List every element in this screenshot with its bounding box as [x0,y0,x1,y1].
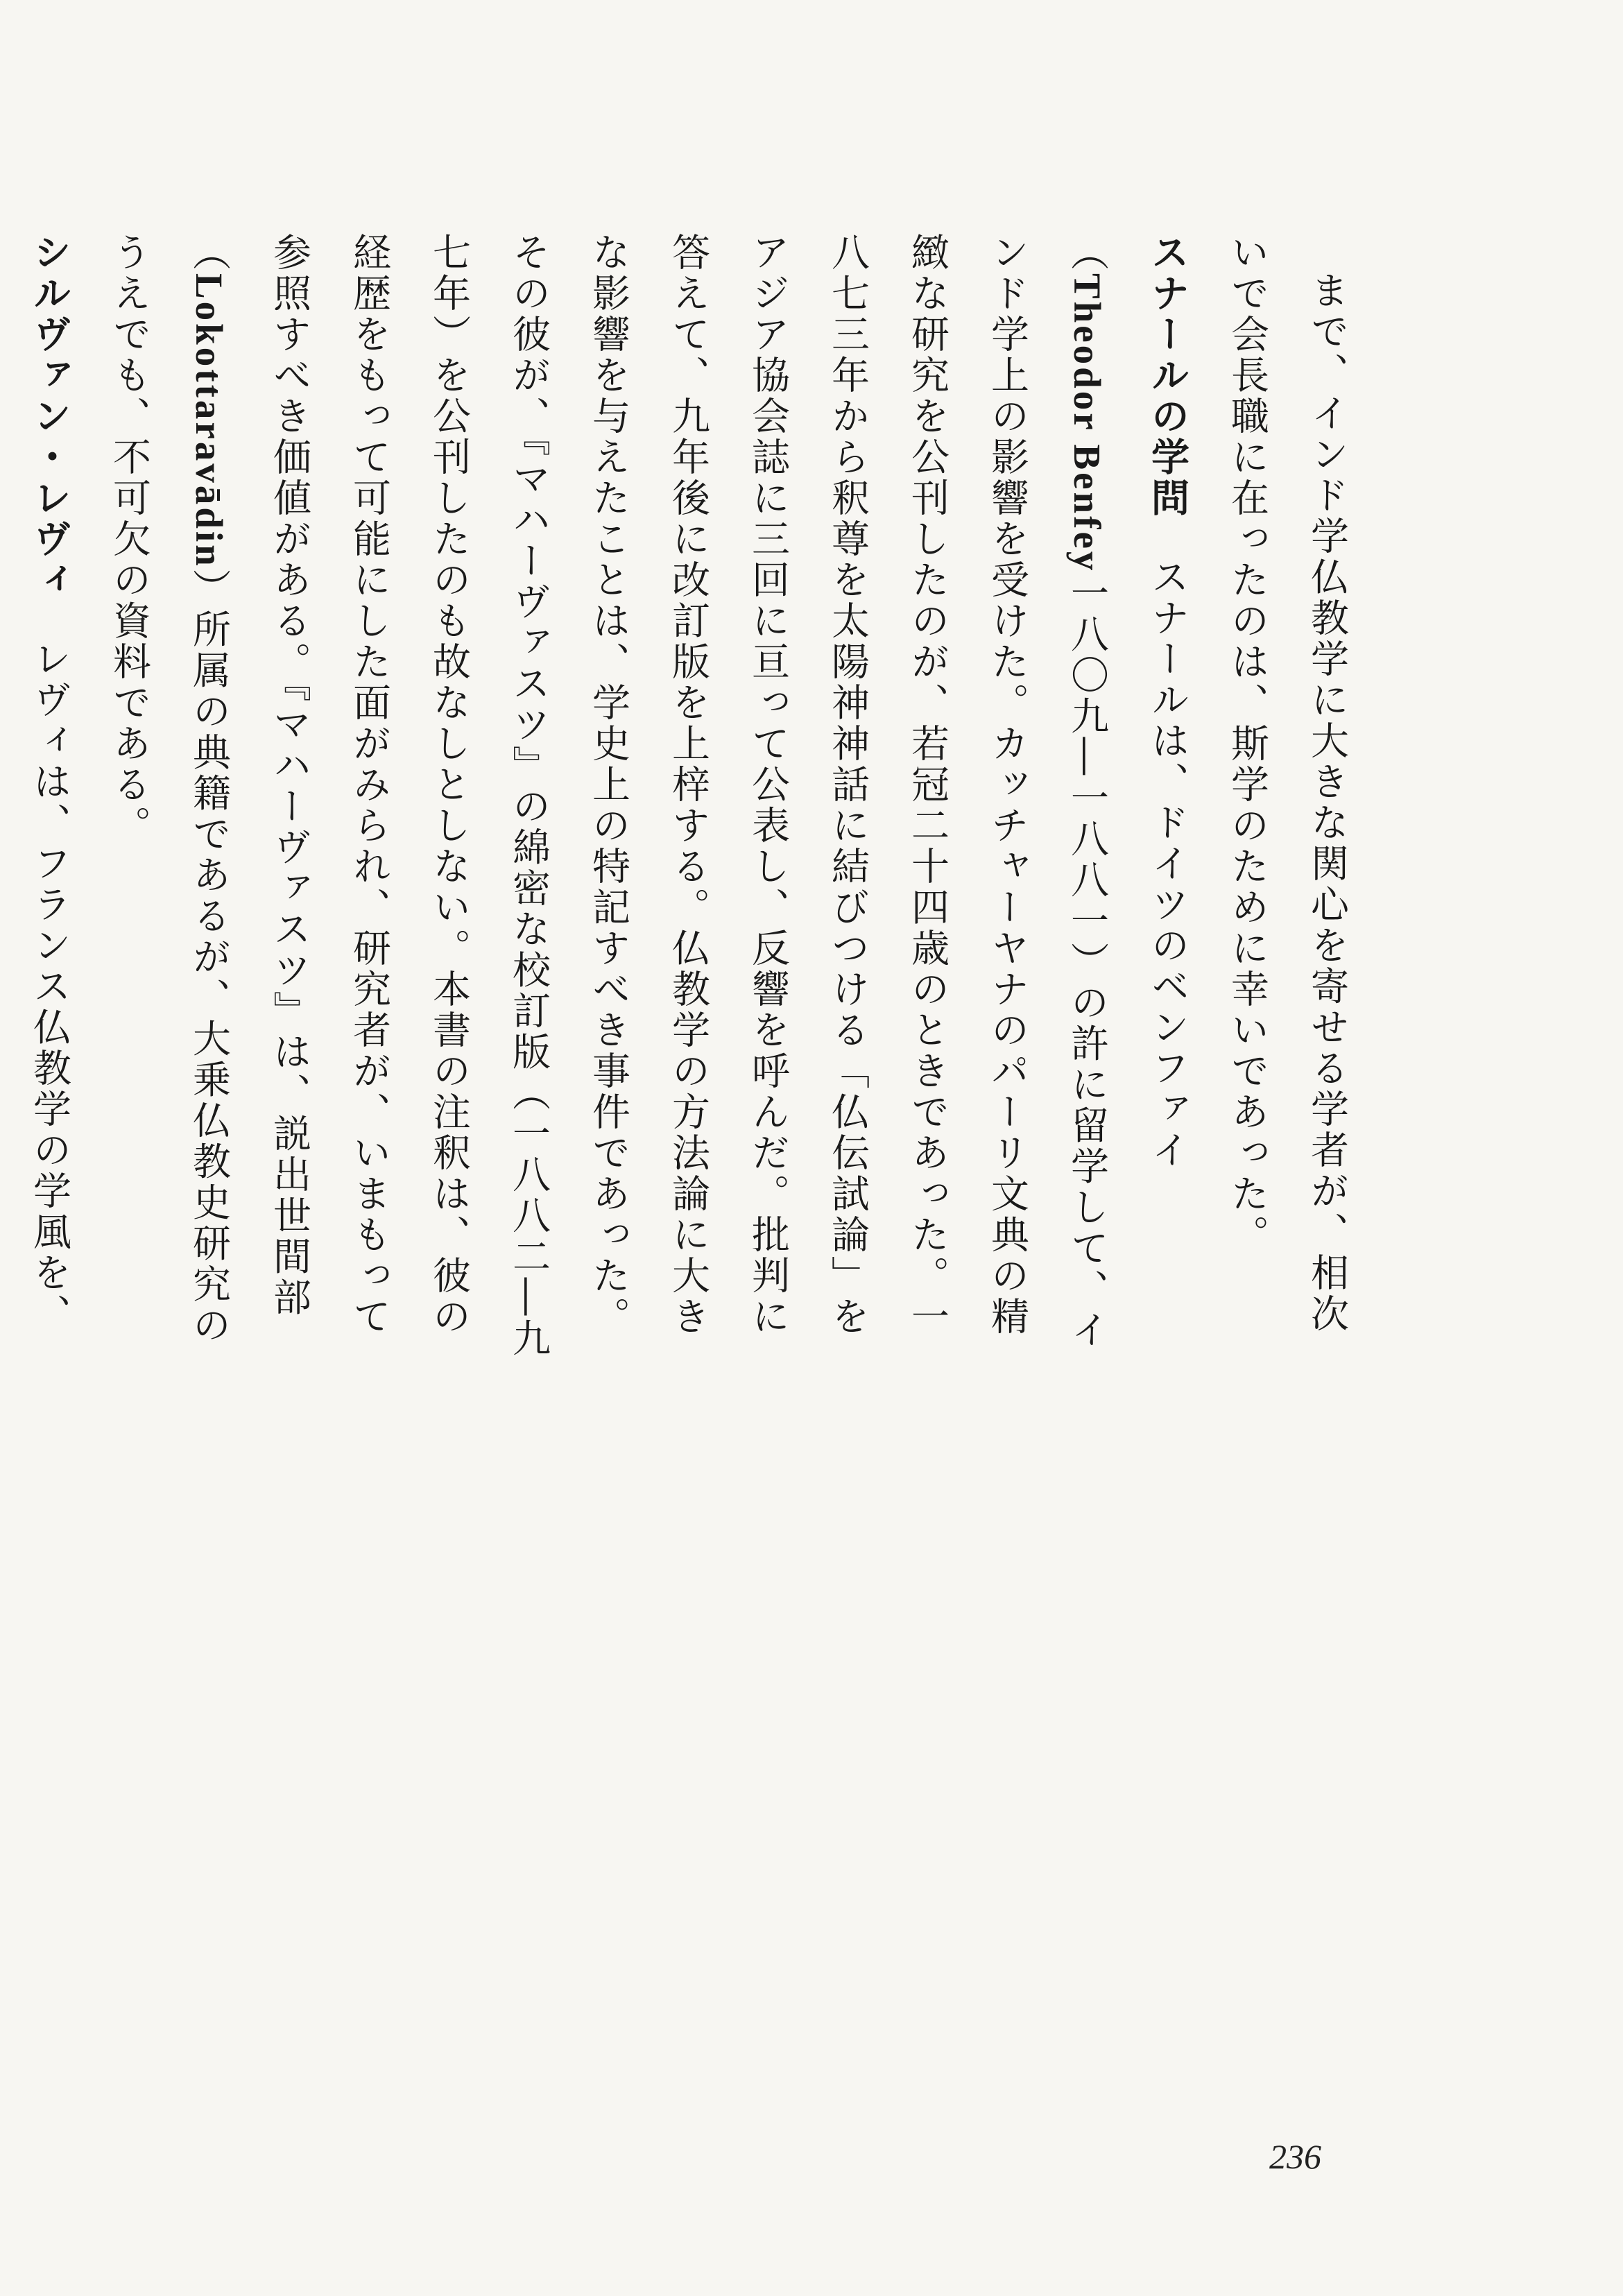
section-heading-levi: シルヴァン・レヴィ [27,232,71,601]
section-heading-senart: スナールの学問 [1145,232,1190,519]
vertical-text-body [0,232,1366,1370]
senart-roman-benfey: Theodor Benfey [1066,273,1108,574]
paragraph-intro-text: まで、インド学仏教学に大きな関心を寄せる学者が、相次いで会長職に在ったのは、斯学のために幸いであった。 [1225,232,1349,1335]
levi-intro-text: レヴィは、フランス仏教学の学風を、 [27,639,71,1335]
senart-text-2: 一八〇九―一八八一）の許に留学して、インド学上の影響を受けた。カッチャーヤナのパーリ文典の精緻な研究を公刊したのが、若冠二十四歳のときであった。一八七三年から釈尊を太陽神神話に結びつける「仏伝試論」をアジア協会誌に三回に亘って公表し、反響を呼んだ。批判に答えて、九年後に改訂版を上梓する。仏教学の方法論に大きな影響を与えたことは、学史上の特記すべき事件であった。その彼が、『マハーヴァスツ』の綿密な校訂版（一八八二―九七年）を公刊したのも故なしとしない。本書の注釈は、彼の経歴をもって可能にした面がみられ、研究者が、いまもって参照すべき価値がある。『マハーヴァスツ』は、説出世間部（ [187,232,1109,1360]
senart-text-3: ）所属の典籍であるが、大乗仏教史研究のうえでも、不可欠の資料である。 [107,232,231,1346]
paragraph-intro [1207,232,1366,1370]
paragraph-senart [89,232,1207,1370]
senart-roman-lokottaravadin: Lokottaravādin [188,273,230,569]
senart-text-1: スナールは、ドイツのベンファイ（ [1065,232,1190,1171]
page-number: 236 [1269,2137,1321,2176]
paragraph-levi-intro [0,232,89,1370]
